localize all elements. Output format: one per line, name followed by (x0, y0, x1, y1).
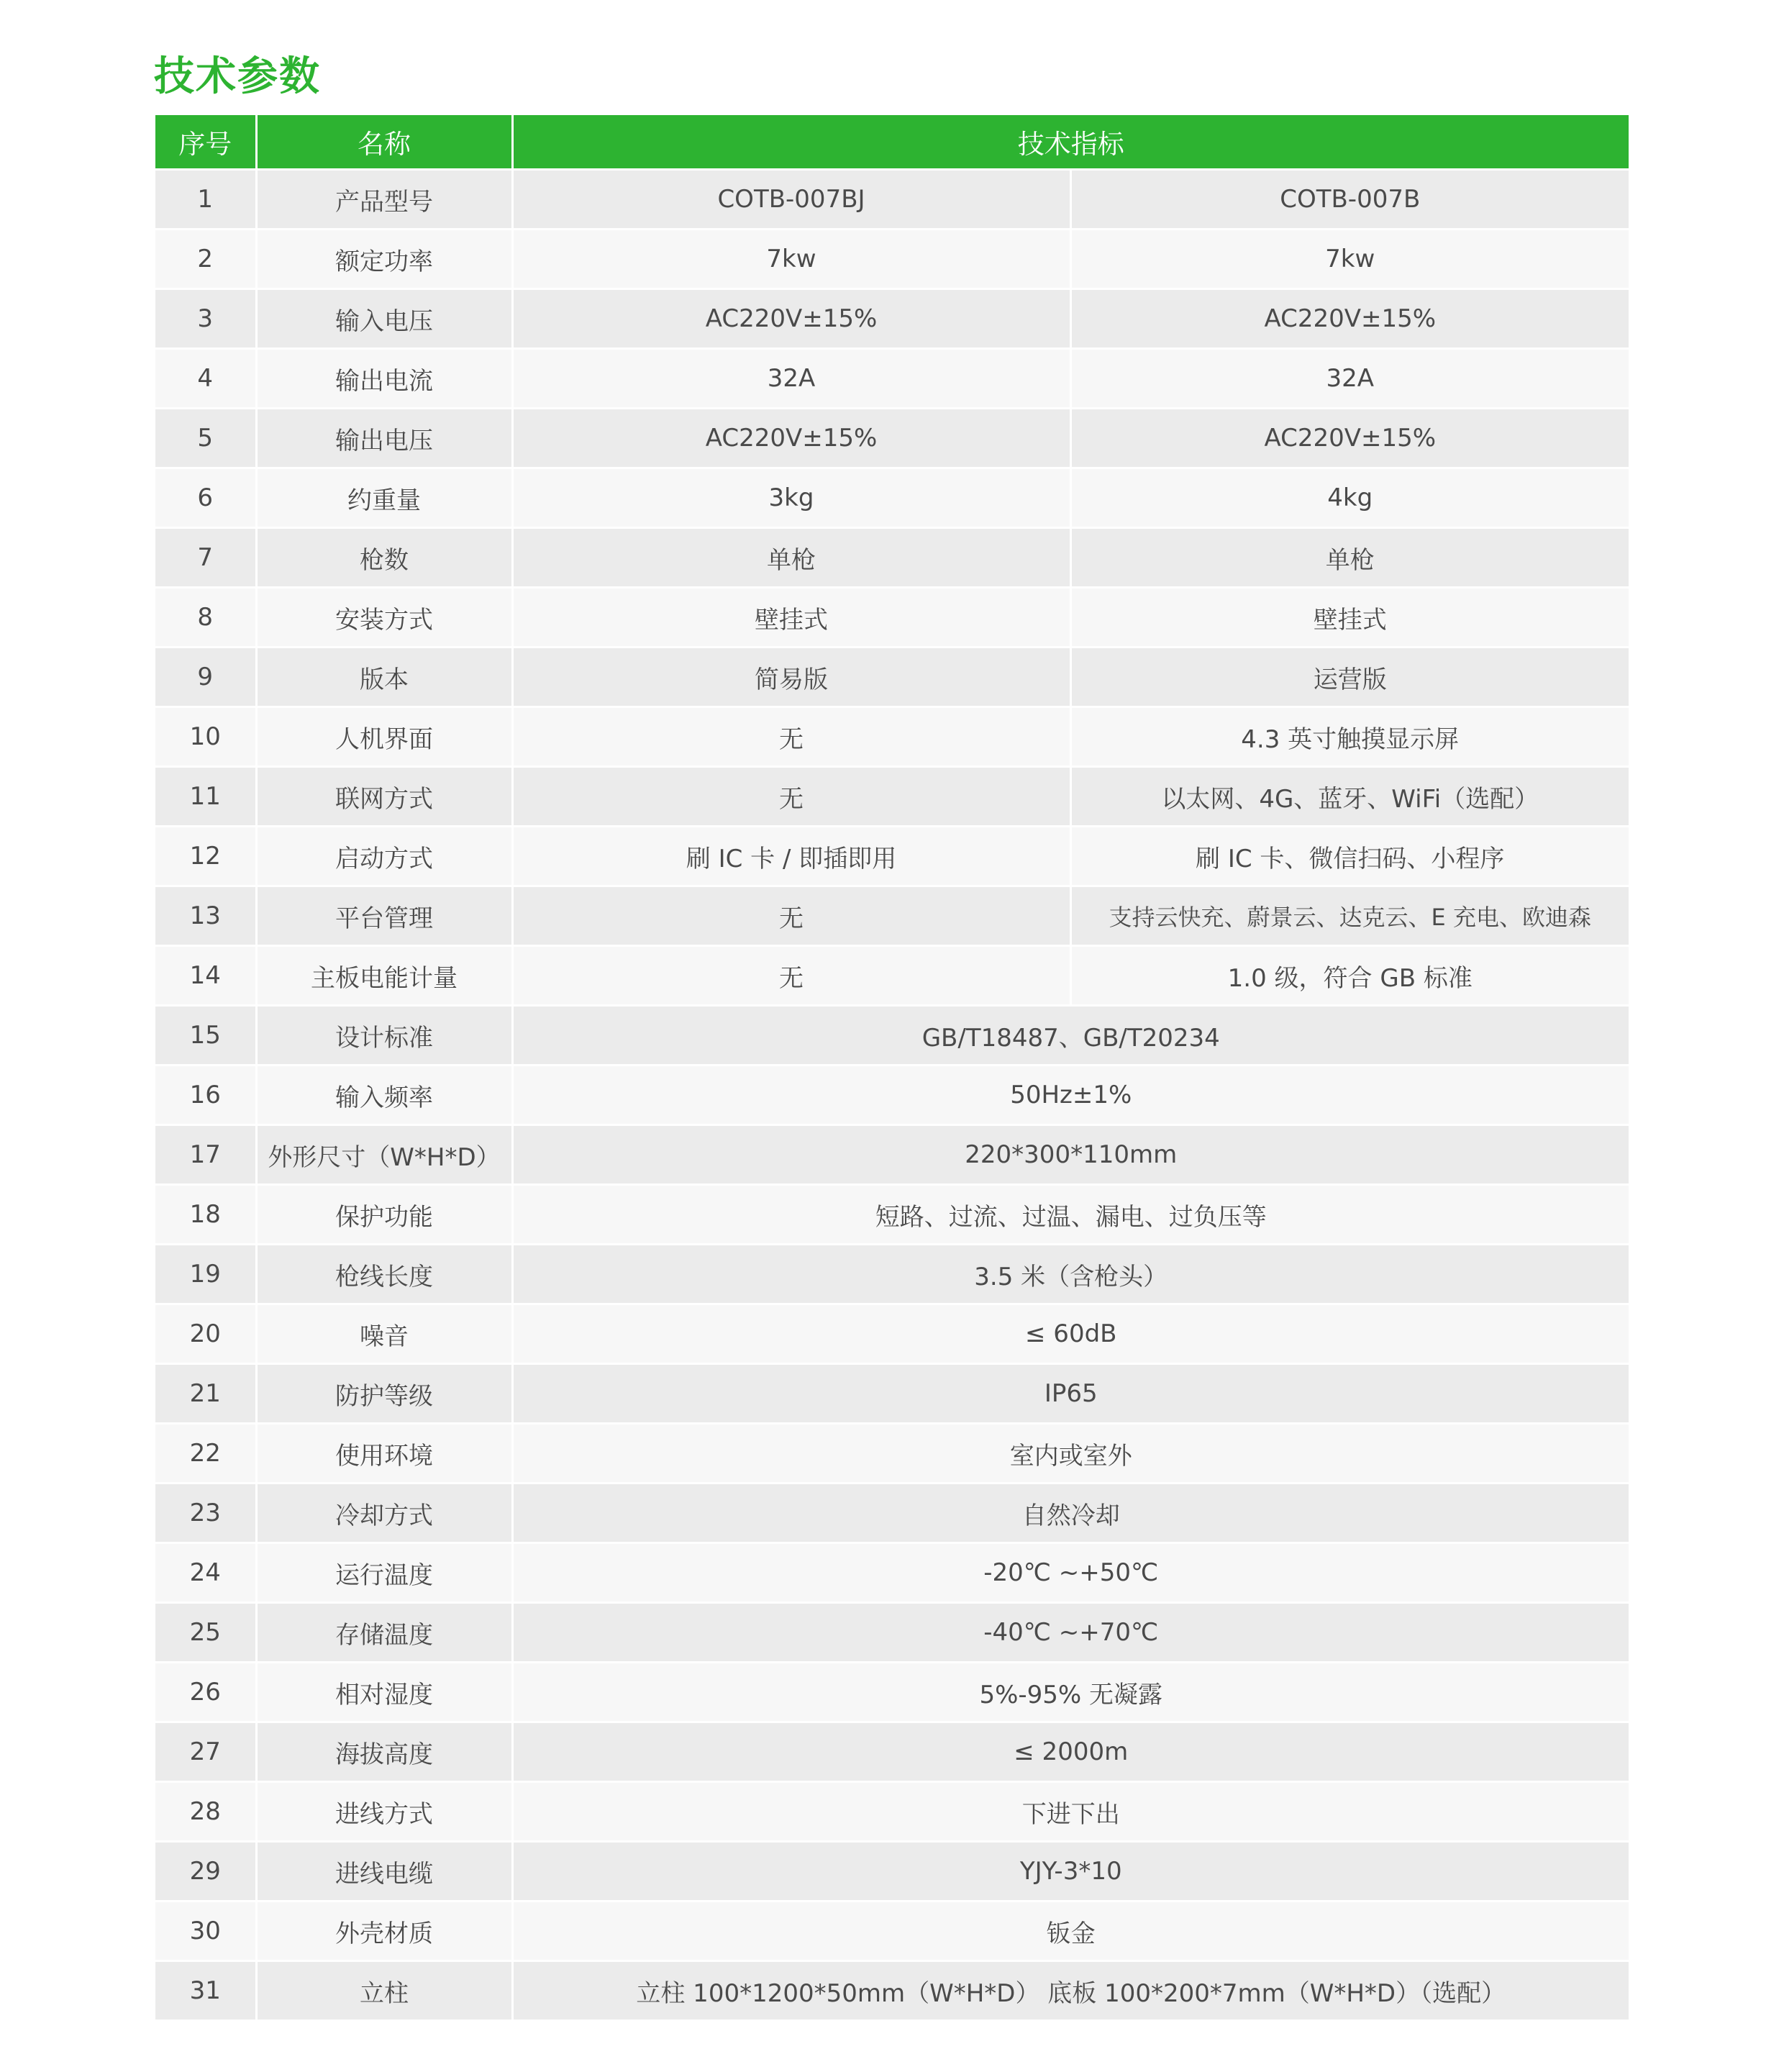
table-row (155, 1304, 1629, 1364)
row-name-cell: 外形尺寸（W*H*D） (256, 1125, 512, 1185)
row-number-cell: 6 (155, 468, 256, 528)
row-name-cell: 海拔高度 (256, 1722, 512, 1782)
row-value-cell: -40℃ ~+70℃ (512, 1603, 1629, 1663)
row-number-cell: 7 (155, 528, 256, 588)
row-number-cell: 22 (155, 1424, 256, 1483)
page-title: 技术参数 (154, 53, 321, 100)
row-value-cell: 220*300*110mm (512, 1125, 1629, 1185)
row-name-cell: 约重量 (256, 468, 512, 528)
row-number-cell: 28 (155, 1782, 256, 1842)
table-row (155, 1185, 1629, 1245)
row-number-cell: 23 (155, 1483, 256, 1543)
row-name-cell: 运行温度 (256, 1543, 512, 1603)
row-name-cell: 外壳材质 (256, 1901, 512, 1961)
row-value-b-cell: 4.3 英寸触摸显示屏 (1070, 707, 1629, 767)
table-row (155, 1722, 1629, 1782)
row-value-cell: 室内或室外 (512, 1424, 1629, 1483)
header-name: 名称 (256, 115, 512, 170)
row-value-cell: 自然冷却 (512, 1483, 1629, 1543)
row-number-cell: 30 (155, 1901, 256, 1961)
table-row (155, 1543, 1629, 1603)
spec-table (155, 115, 1629, 2019)
row-name-cell: 防护等级 (256, 1364, 512, 1424)
row-number-cell: 10 (155, 707, 256, 767)
row-value-cell: ≤ 2000m (512, 1722, 1629, 1782)
row-number-cell: 12 (155, 827, 256, 886)
row-number-cell: 18 (155, 1185, 256, 1245)
row-value-cell: 立柱 100*1200*50mm（W*H*D） 底板 100*200*7mm（W*H*D）（选配） (512, 1961, 1629, 2020)
table-row (155, 468, 1629, 528)
table-row (155, 827, 1629, 886)
table-row (155, 170, 1629, 230)
table-row (155, 1842, 1629, 1901)
row-name-cell: 额定功率 (256, 230, 512, 289)
row-name-cell: 输入电压 (256, 289, 512, 349)
row-name-cell: 相对湿度 (256, 1663, 512, 1722)
row-number-cell: 14 (155, 946, 256, 1006)
row-name-cell: 噪音 (256, 1304, 512, 1364)
row-number-cell: 15 (155, 1006, 256, 1065)
header-no: 序号 (155, 115, 256, 170)
row-value-a-cell: AC220V±15% (512, 409, 1070, 468)
row-name-cell: 产品型号 (256, 170, 512, 230)
row-value-cell: 短路、过流、过温、漏电、过负压等 (512, 1185, 1629, 1245)
row-value-a-cell: 32A (512, 349, 1070, 409)
row-value-b-cell: AC220V±15% (1070, 289, 1629, 349)
row-value-b-cell: 1.0 级，符合 GB 标准 (1070, 946, 1629, 1006)
row-value-a-cell: AC220V±15% (512, 289, 1070, 349)
row-number-cell: 9 (155, 648, 256, 707)
row-name-cell: 版本 (256, 648, 512, 707)
table-row (155, 1006, 1629, 1065)
table-header-row (155, 115, 1629, 170)
table-row (155, 1065, 1629, 1125)
row-value-a-cell: 无 (512, 767, 1070, 827)
row-value-cell: -20℃ ~+50℃ (512, 1543, 1629, 1603)
row-value-a-cell: 简易版 (512, 648, 1070, 707)
row-number-cell: 29 (155, 1842, 256, 1901)
row-number-cell: 16 (155, 1065, 256, 1125)
row-number-cell: 5 (155, 409, 256, 468)
row-value-b-cell: 支持云快充、蔚景云、达克云、E 充电、欧迪森 (1070, 886, 1629, 946)
row-value-a-cell: 无 (512, 946, 1070, 1006)
row-name-cell: 进线方式 (256, 1782, 512, 1842)
row-value-cell: ≤ 60dB (512, 1304, 1629, 1364)
row-value-b-cell: 运营版 (1070, 648, 1629, 707)
row-value-b-cell: 单枪 (1070, 528, 1629, 588)
table-row (155, 1364, 1629, 1424)
row-number-cell: 20 (155, 1304, 256, 1364)
row-value-b-cell: 32A (1070, 349, 1629, 409)
table-row (155, 648, 1629, 707)
row-value-a-cell: 无 (512, 707, 1070, 767)
row-number-cell: 31 (155, 1961, 256, 2020)
row-number-cell: 25 (155, 1603, 256, 1663)
table-row (155, 1961, 1629, 2020)
row-value-cell: 下进下出 (512, 1782, 1629, 1842)
table-row (155, 1245, 1629, 1304)
row-value-a-cell: 3kg (512, 468, 1070, 528)
row-number-cell: 3 (155, 289, 256, 349)
row-number-cell: 2 (155, 230, 256, 289)
row-number-cell: 21 (155, 1364, 256, 1424)
table-row (155, 230, 1629, 289)
table-row (155, 1663, 1629, 1722)
table-row (155, 1603, 1629, 1663)
row-value-cell: GB/T18487、GB/T20234 (512, 1006, 1629, 1065)
header-spec: 技术指标 (512, 115, 1629, 170)
table-row (155, 528, 1629, 588)
row-name-cell: 枪线长度 (256, 1245, 512, 1304)
row-name-cell: 冷却方式 (256, 1483, 512, 1543)
row-value-cell: 钣金 (512, 1901, 1629, 1961)
table-body (155, 170, 1629, 2020)
row-name-cell: 输出电压 (256, 409, 512, 468)
row-name-cell: 输入频率 (256, 1065, 512, 1125)
row-value-a-cell: COTB-007BJ (512, 170, 1070, 230)
row-name-cell: 安装方式 (256, 588, 512, 648)
row-value-a-cell: 7kw (512, 230, 1070, 289)
row-number-cell: 4 (155, 349, 256, 409)
row-value-cell: IP65 (512, 1364, 1629, 1424)
row-value-cell: 3.5 米（含枪头） (512, 1245, 1629, 1304)
row-name-cell: 枪数 (256, 528, 512, 588)
table-row (155, 1125, 1629, 1185)
row-name-cell: 设计标准 (256, 1006, 512, 1065)
table-row (155, 349, 1629, 409)
row-name-cell: 联网方式 (256, 767, 512, 827)
row-name-cell: 保护功能 (256, 1185, 512, 1245)
row-value-cell: 50Hz±1% (512, 1065, 1629, 1125)
table-row (155, 707, 1629, 767)
row-number-cell: 1 (155, 170, 256, 230)
row-name-cell: 主板电能计量 (256, 946, 512, 1006)
table-row (155, 1483, 1629, 1543)
row-name-cell: 进线电缆 (256, 1842, 512, 1901)
table-row (155, 409, 1629, 468)
row-number-cell: 26 (155, 1663, 256, 1722)
row-name-cell: 启动方式 (256, 827, 512, 886)
row-value-b-cell: AC220V±15% (1070, 409, 1629, 468)
row-value-a-cell: 壁挂式 (512, 588, 1070, 648)
row-number-cell: 24 (155, 1543, 256, 1603)
row-value-cell: YJY-3*10 (512, 1842, 1629, 1901)
table-row (155, 886, 1629, 946)
row-number-cell: 8 (155, 588, 256, 648)
table-row (155, 1424, 1629, 1483)
row-value-b-cell: 壁挂式 (1070, 588, 1629, 648)
row-name-cell: 人机界面 (256, 707, 512, 767)
row-value-b-cell: 7kw (1070, 230, 1629, 289)
row-value-b-cell: COTB-007B (1070, 170, 1629, 230)
row-name-cell: 平台管理 (256, 886, 512, 946)
table-row (155, 946, 1629, 1006)
row-number-cell: 11 (155, 767, 256, 827)
table-row (155, 289, 1629, 349)
row-value-cell: 5%-95% 无凝露 (512, 1663, 1629, 1722)
table-row (155, 767, 1629, 827)
row-number-cell: 13 (155, 886, 256, 946)
row-value-b-cell: 刷 IC 卡、微信扫码、小程序 (1070, 827, 1629, 886)
row-value-b-cell: 以太网、4G、蓝牙、WiFi（选配） (1070, 767, 1629, 827)
row-name-cell: 输出电流 (256, 349, 512, 409)
row-number-cell: 19 (155, 1245, 256, 1304)
row-name-cell: 存储温度 (256, 1603, 512, 1663)
row-number-cell: 27 (155, 1722, 256, 1782)
table-row (155, 1782, 1629, 1842)
row-value-a-cell: 刷 IC 卡 / 即插即用 (512, 827, 1070, 886)
table-row (155, 588, 1629, 648)
row-value-a-cell: 单枪 (512, 528, 1070, 588)
row-value-b-cell: 4kg (1070, 468, 1629, 528)
row-value-a-cell: 无 (512, 886, 1070, 946)
row-number-cell: 17 (155, 1125, 256, 1185)
row-name-cell: 立柱 (256, 1961, 512, 2020)
row-name-cell: 使用环境 (256, 1424, 512, 1483)
table-row (155, 1901, 1629, 1961)
